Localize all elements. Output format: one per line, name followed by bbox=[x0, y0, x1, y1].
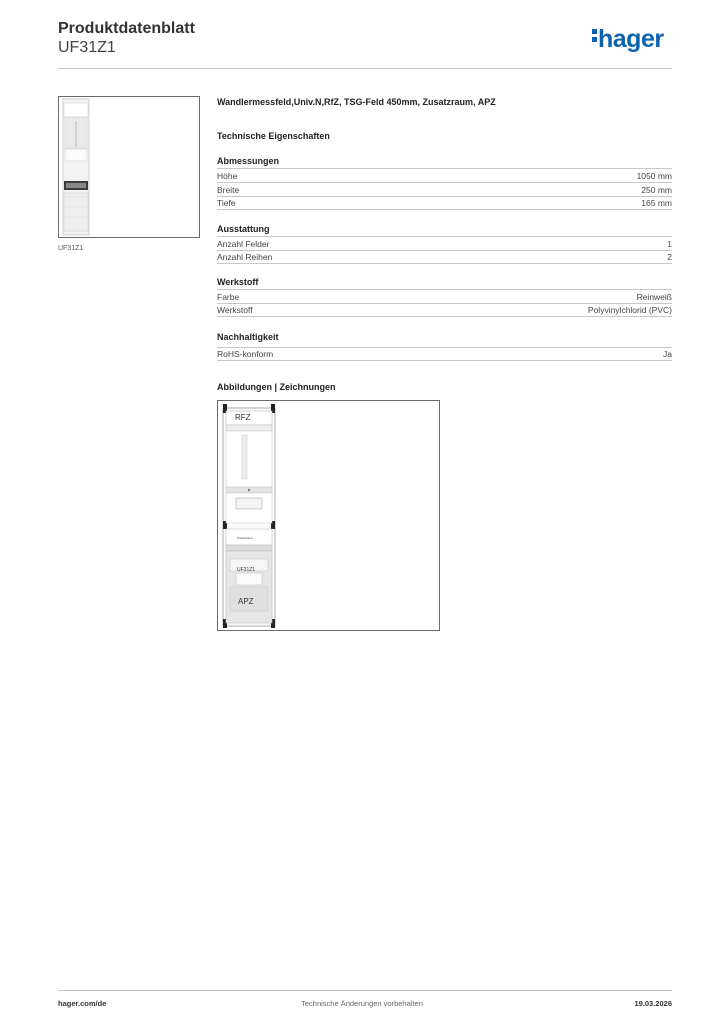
row-label: Tiefe bbox=[217, 198, 236, 208]
row-value: 1050 mm bbox=[636, 170, 672, 181]
logo-text: hager bbox=[598, 25, 664, 53]
row-label: Farbe bbox=[217, 291, 240, 302]
row-value: Ja bbox=[663, 349, 672, 359]
row-label: RoHS-konform bbox=[217, 349, 274, 359]
drawings-heading: Abbildungen | Zeichnungen bbox=[217, 382, 336, 392]
row-value: Reinweiß bbox=[636, 291, 672, 302]
tech-properties-heading: Technische Eigenschaften bbox=[217, 131, 330, 141]
drawing-label-rfz: RFZ bbox=[235, 413, 251, 422]
hager-logo bbox=[592, 27, 664, 52]
footer-website-link[interactable]: hager.com/de bbox=[58, 999, 107, 1008]
equipment-table bbox=[217, 236, 672, 264]
header-divider bbox=[58, 68, 672, 69]
row-label: Werkstoff bbox=[217, 305, 253, 315]
material-table bbox=[217, 289, 672, 317]
row-label: Breite bbox=[217, 184, 240, 195]
section-equipment-title: Ausstattung bbox=[217, 224, 270, 234]
logo-colon-icon bbox=[592, 26, 598, 45]
table-row bbox=[217, 182, 672, 196]
table-row bbox=[217, 303, 672, 317]
sustainability-table bbox=[217, 347, 672, 361]
row-value: 165 mm bbox=[641, 198, 672, 208]
table-row bbox=[217, 236, 672, 250]
product-code: UF31Z1 bbox=[58, 39, 116, 56]
table-row bbox=[217, 250, 672, 264]
section-dimensions-title: Abmessungen bbox=[217, 156, 280, 166]
product-thumbnail bbox=[58, 96, 200, 238]
row-label: Anzahl Reihen bbox=[217, 252, 273, 262]
row-label: Anzahl Felder bbox=[217, 238, 270, 249]
product-description: Wandlermessfeld,Univ.N,RfZ, TSG-Feld 450mm, Zusatzraum, APZ bbox=[217, 97, 496, 107]
thumbnail-caption: UF31Z1 bbox=[58, 245, 84, 252]
drawing-label-apz: APZ bbox=[238, 597, 254, 606]
document-title: Produktdatenblatt bbox=[58, 20, 195, 37]
table-row bbox=[217, 347, 672, 361]
technical-drawing-icon bbox=[218, 401, 439, 630]
technical-drawing bbox=[217, 400, 440, 631]
footer-date: 19.03.2026 bbox=[634, 999, 672, 1008]
table-row bbox=[217, 168, 672, 182]
table-row bbox=[217, 196, 672, 210]
dimensions-table bbox=[217, 168, 672, 210]
row-value: 250 mm bbox=[641, 184, 672, 195]
row-label: Höhe bbox=[217, 170, 238, 181]
section-material-title: Werkstoff bbox=[217, 277, 259, 287]
footer-disclaimer: Technische Änderungen vorbehalten bbox=[301, 999, 423, 1008]
product-thumbnail-icon bbox=[59, 97, 199, 237]
footer-divider bbox=[58, 990, 672, 991]
row-value: 1 bbox=[667, 238, 672, 249]
drawing-label-code: UF31Z1 bbox=[237, 567, 256, 573]
table-row bbox=[217, 289, 672, 303]
row-value: Polyvinylchlorid (PVC) bbox=[587, 305, 672, 315]
row-value: 2 bbox=[667, 252, 672, 262]
section-sustainability-title: Nachhaltigkeit bbox=[217, 332, 279, 342]
drawing-label-zusatzraum: Zusatzraum bbox=[237, 536, 253, 540]
